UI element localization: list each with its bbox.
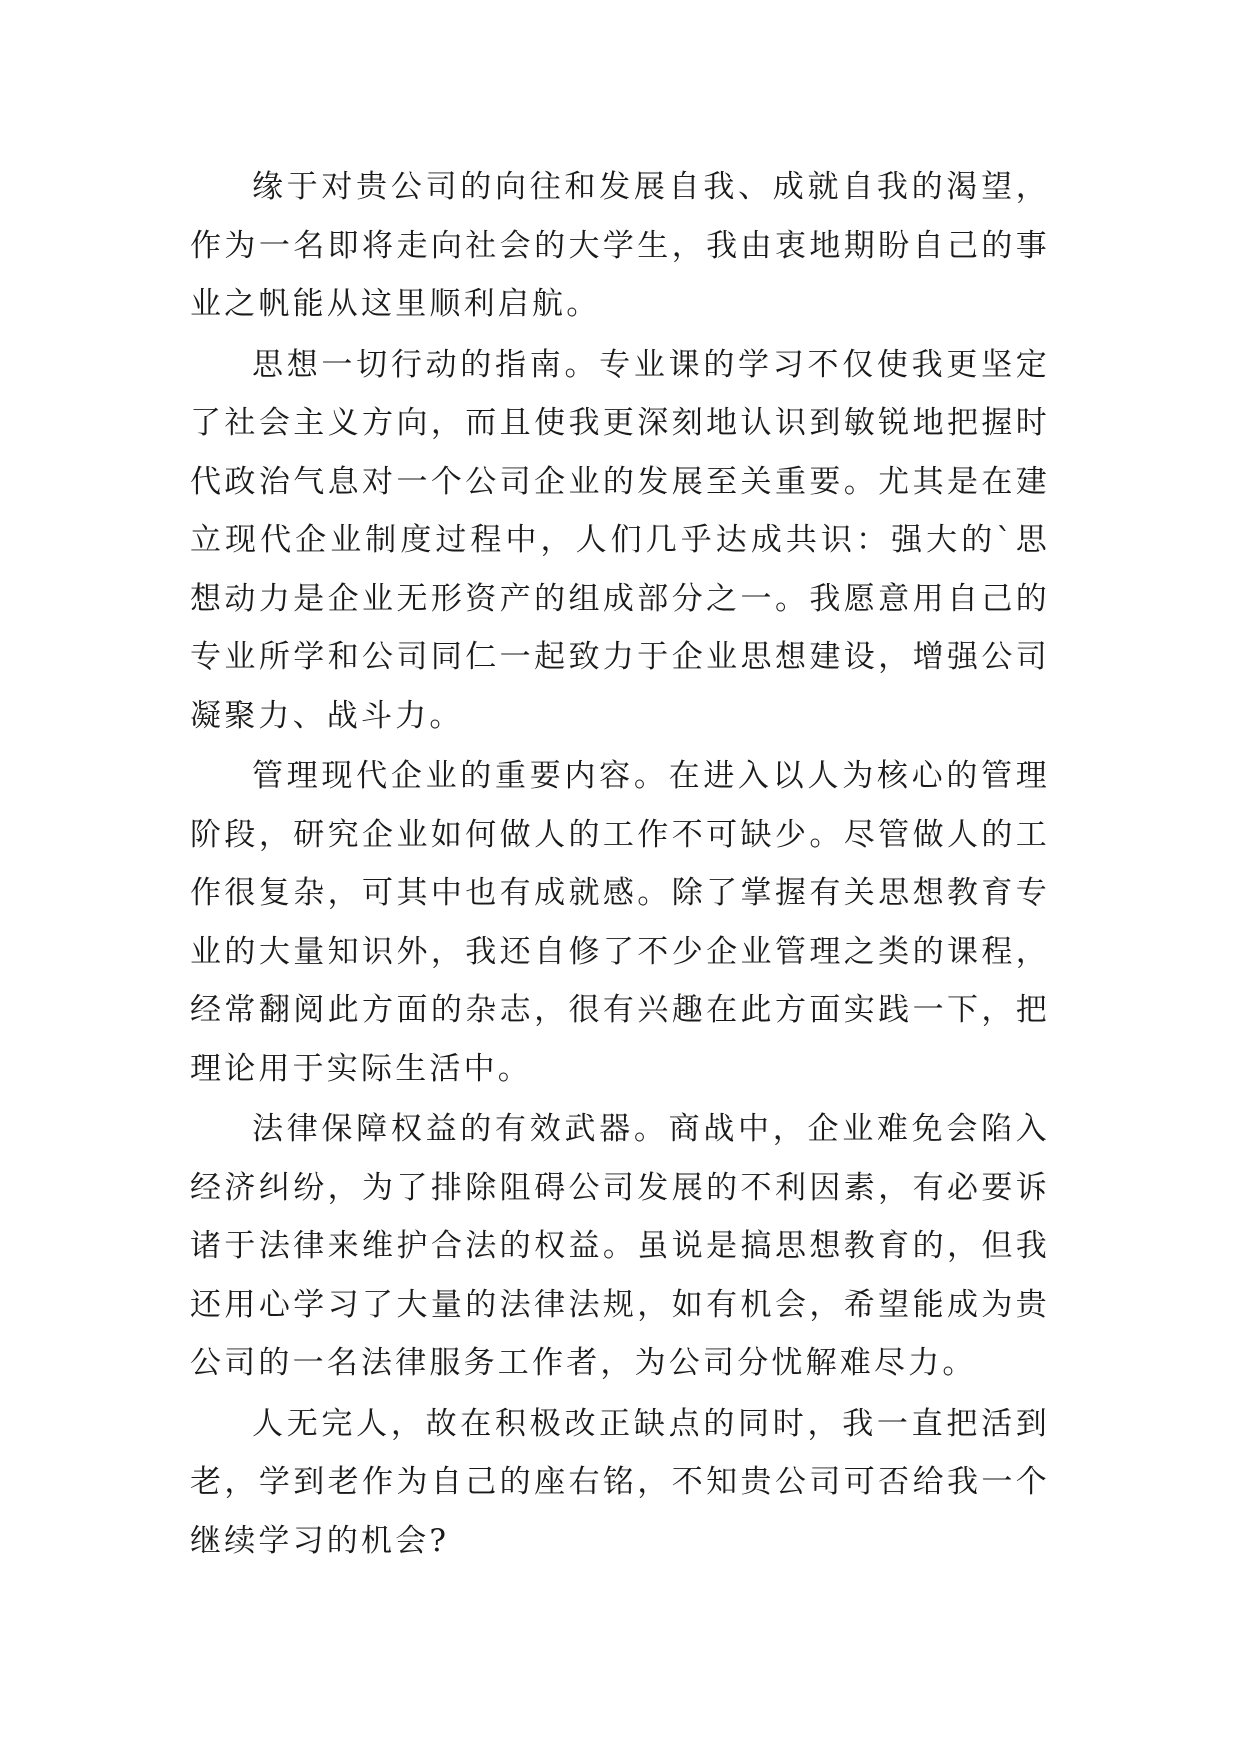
paragraph-ideology: 思想一切行动的指南。专业课的学习不仅使我更坚定了社会主义方向，而且使我更深刻地认识到敏锐地把握时代政治气息对一个公司企业的发展至关重要。尤其是在建立现代企业制度过程中，人们几乎达成共识：强大的`思想动力是企业无形资产的组成部分之一。我愿意用自己的专业所学和公司同仁一起致力于企业思想建设，增强公司凝聚力、战斗力。 (190, 346, 1050, 734)
document-body (190, 158, 1050, 1572)
paragraph-management: 管理现代企业的重要内容。在进入以人为核心的管理阶段，研究企业如何做人的工作不可缺少。尽管做人的工作很复杂，可其中也有成就感。除了掌握有关思想教育专业的大量知识外，我还自修了不少企业管理之类的课程，经常翻阅此方面的杂志，很有兴趣在此方面实践一下，把理论用于实际生活中。 (190, 758, 1050, 1087)
paragraph-closing: 人无完人，故在积极改正缺点的同时，我一直把活到老，学到老作为自己的座右铭，不知贵公司可否给我一个继续学习的机会? (190, 1405, 1050, 1559)
paragraph-aspiration: 缘于对贵公司的向往和发展自我、成就自我的渴望，作为一名即将走向社会的大学生，我由衷地期盼自己的事业之帆能从这里顺利启航。 (190, 169, 1050, 322)
paragraph-law: 法律保障权益的有效武器。商战中，企业难免会陷入经济纠纷，为了排除阻碍公司发展的不利因素，有必要诉诸于法律来维护合法的权益。虽说是搞思想教育的，但我还用心学习了大量的法律法规，如有机会，希望能成为贵公司的一名法律服务工作者，为公司分忧解难尽力。 (190, 1111, 1050, 1381)
